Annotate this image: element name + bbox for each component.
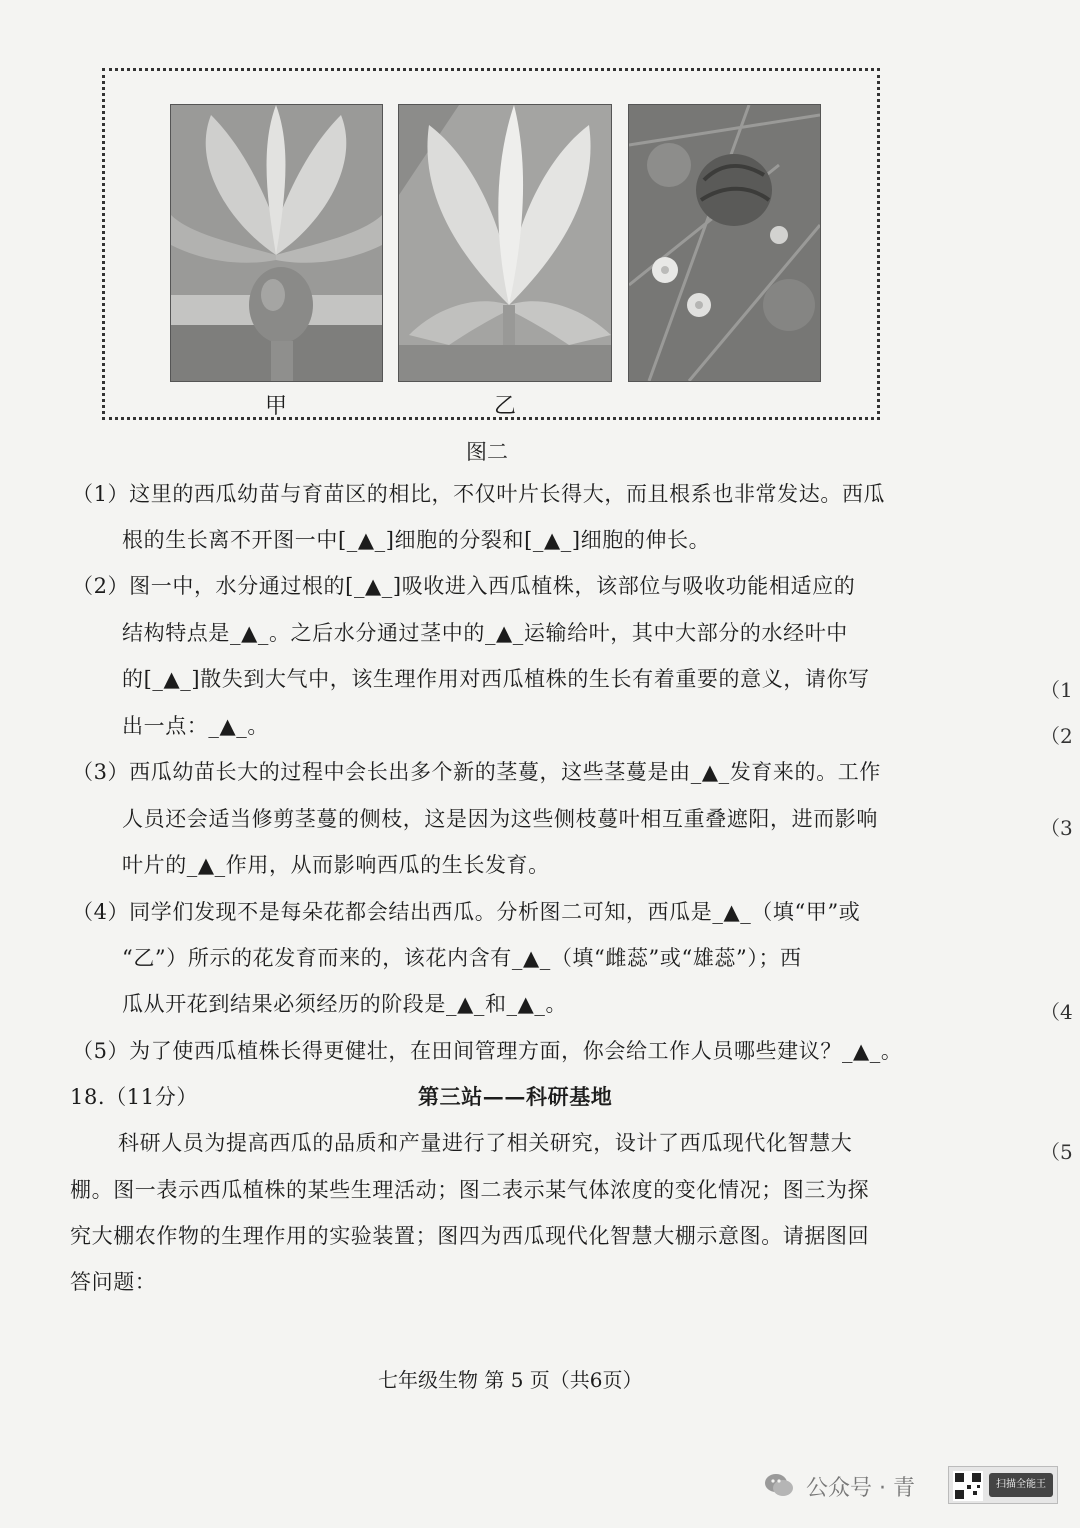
scanner-stamp [948,1466,1058,1504]
q18-text-line1: 科研人员为提高西瓜的品质和产量进行了相关研究，设计了西瓜现代化智慧大 [118,1131,853,1155]
edge-fragment-2: （2 [1040,724,1073,748]
q17-part2-line1: （2）图一中，水分通过根的[_▲_]吸收进入西瓜植株，该部位与吸收功能相适应的 [72,574,856,598]
page-footer: 七年级生物 第 5 页（共6页） [378,1368,643,1392]
edge-fragment-1: （1 [1040,678,1073,702]
q17-part3-line3: 叶片的_▲_作用，从而影响西瓜的生长发育。 [122,853,550,877]
photo-female-flower [170,104,383,382]
q17-part1-line1: （1）这里的西瓜幼苗与育苗区的相比，不仅叶片长得大，而且根系也非常发达。西瓜 [72,482,886,506]
q17-part3-line1: （3）西瓜幼苗长大的过程中会长出多个新的茎蔓，这些茎蔓是由_▲_发育来的。工作 [72,760,881,784]
q17-part1-line2: 根的生长离不开图一中[_▲_]细胞的分裂和[_▲_]细胞的伸长。 [122,528,711,552]
q17-part4-line2: “乙”）所示的花发育而来的，该花内含有_▲_（填“雌蕊”或“雄蕊”）；西 [122,946,802,970]
photo-male-flower [398,104,612,382]
q18-text-line2: 棚。图一表示西瓜植株的某些生理活动；图二表示某气体浓度的变化情况；图三为探 [70,1178,870,1202]
q18-number: 18.（11分） [70,1085,198,1109]
q18-text-line3: 究大棚农作物的生理作用的实验装置；图四为西瓜现代化智慧大棚示意图。请据图回 [70,1224,870,1248]
edge-fragment-4: （4 [1040,1000,1073,1024]
figure-label-jia: 甲 [265,394,288,419]
figure-caption: 图二 [466,440,508,464]
q17-part3-line2: 人员还会适当修剪茎蔓的侧枝，这是因为这些侧枝蔓叶相互重叠遮阳，进而影响 [122,807,878,831]
scanner-badge: 扫描全能王 [989,1473,1053,1497]
q17-part5-line1: （5）为了使西瓜植株长得更健壮，在田间管理方面，你会给工作人员哪些建议？_▲_。 [72,1039,903,1063]
watermark-text: 公众号 · 青 [806,1476,915,1501]
photo-watermelon-vine [628,104,821,382]
q17-part2-line2: 结构特点是_▲_。之后水分通过茎中的_▲_运输给叶，其中大部分的水经叶中 [122,621,848,645]
q17-part2-line4: 出一点：_▲_。 [122,714,269,738]
edge-fragment-5: （5 [1040,1140,1073,1164]
q17-part2-line3: 的[_▲_]散失到大气中，该生理作用对西瓜植株的生长有着重要的意义，请你写 [122,667,870,691]
wechat-icon [764,1470,794,1500]
q17-part4-line3: 瓜从开花到结果必须经历的阶段是_▲_和_▲_。 [122,992,568,1016]
figure-label-yi: 乙 [494,394,517,419]
watermark [764,1466,1064,1506]
q18-title: 第三站——科研基地 [418,1084,613,1109]
edge-fragment-3: （3 [1040,816,1073,840]
q17-part4-line1: （4）同学们发现不是每朵花都会结出西瓜。分析图二可知，西瓜是_▲_（填“甲”或 [72,900,861,924]
figure-two-frame [102,68,880,420]
q18-text-line4: 答问题： [70,1270,157,1294]
qr-code-icon [953,1471,983,1501]
